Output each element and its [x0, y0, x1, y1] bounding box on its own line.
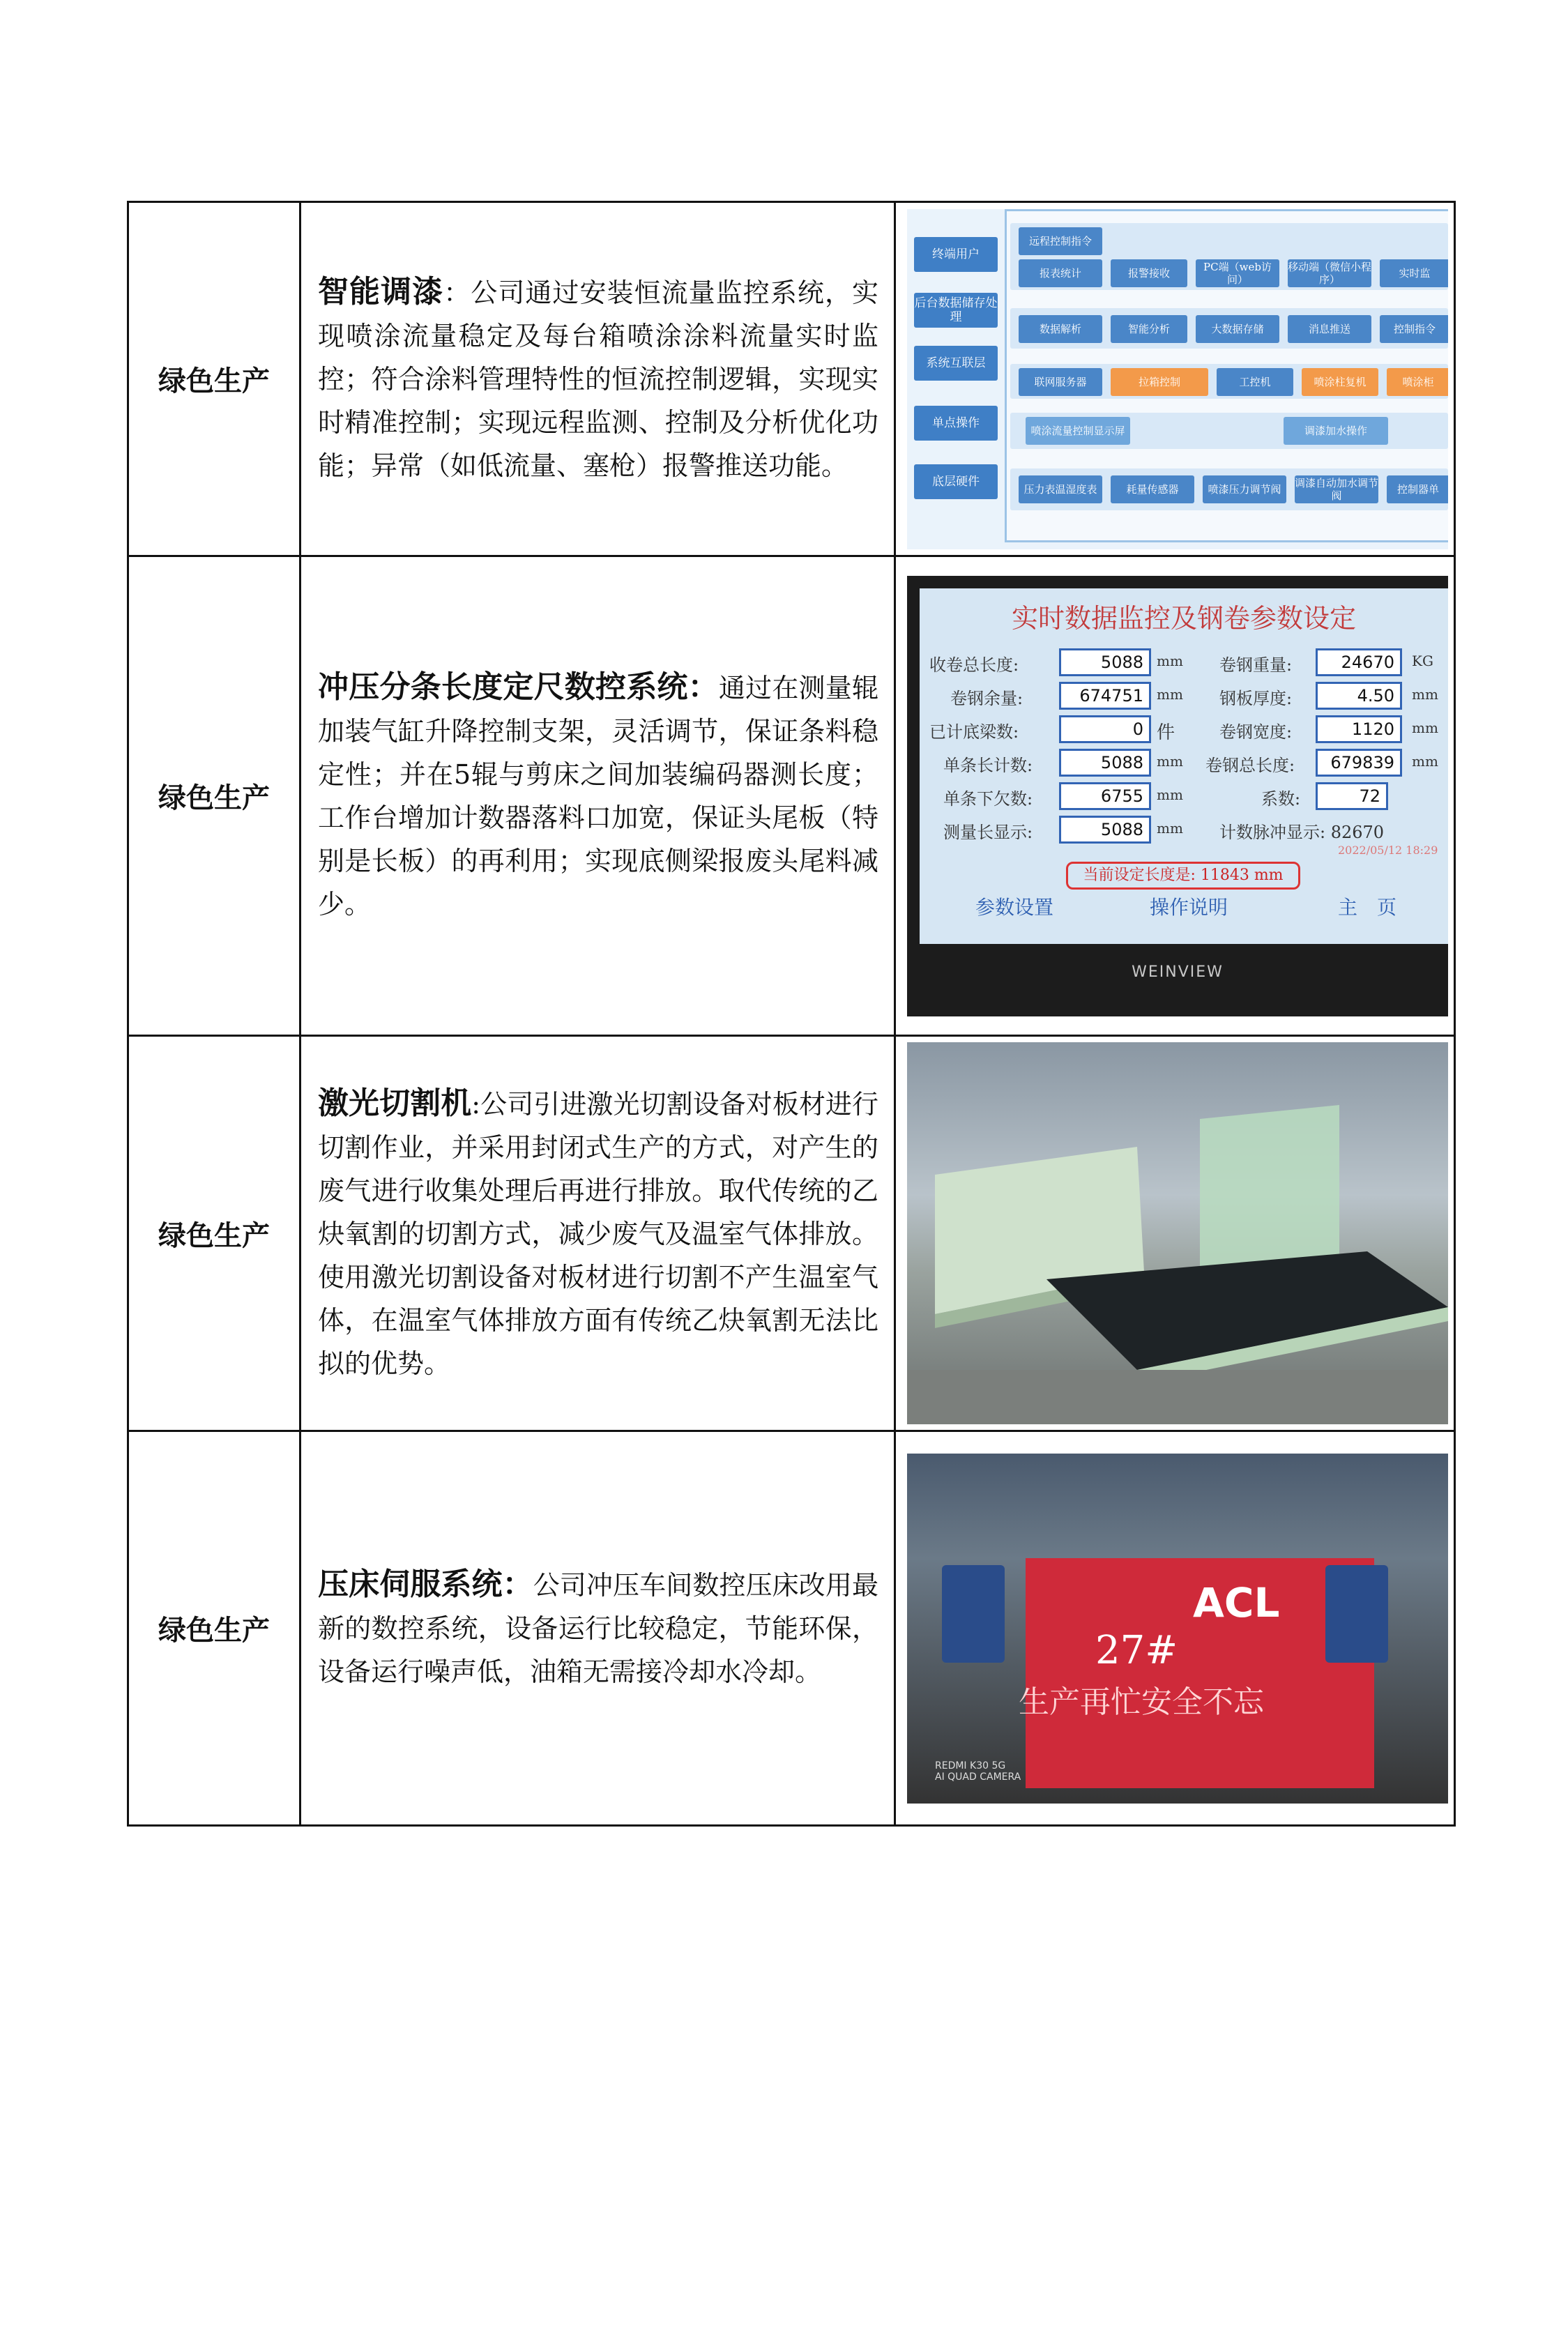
image-cell	[895, 1036, 1455, 1431]
table-row	[128, 1036, 1455, 1431]
level-label: 单点操作	[914, 406, 998, 441]
table-row	[128, 556, 1455, 1036]
table-row	[128, 1431, 1455, 1826]
diagram-box: 实时监	[1380, 259, 1448, 287]
hmi-label: 卷钢余量:	[950, 688, 1023, 708]
hmi-label: 钢板厚度:	[1219, 688, 1293, 708]
diagram-box: 喷涂流量控制显示屏	[1026, 417, 1130, 445]
image-cell	[895, 1431, 1455, 1826]
level-label: 底层硬件	[914, 464, 998, 499]
diagram-box: PC端（web访问）	[1196, 259, 1279, 287]
hmi-label: 卷钢宽度:	[1219, 722, 1293, 742]
level-label: 后台数据储存处理	[914, 293, 998, 328]
hmi-value: 0	[1059, 715, 1151, 743]
diagram-box: 工控机	[1217, 368, 1293, 396]
hmi-value: 674751	[1059, 682, 1151, 710]
hmi-label: 系数:	[1261, 788, 1301, 809]
instructions-button[interactable]: 操作说明	[1150, 895, 1228, 919]
hmi-pulse: 计数脉冲显示: 82670	[1219, 822, 1385, 842]
hmi-title: 实时数据监控及钢卷参数设定	[1011, 602, 1356, 634]
hmi-label: 单条下欠数:	[943, 788, 1033, 809]
hmi-value: 4.50	[1316, 682, 1402, 710]
diagram-box: 耗量传感器	[1111, 475, 1194, 503]
level-label: 终端用户	[914, 237, 998, 272]
diagram-box: 智能分析	[1111, 315, 1187, 343]
diagram-box: 调漆加水操作	[1284, 417, 1388, 445]
hmi-unit: mm	[1157, 786, 1183, 803]
hmi-value: 24670	[1316, 648, 1402, 676]
category-cell: 绿色生产	[128, 1036, 300, 1431]
hmi-value: 6755	[1059, 782, 1151, 810]
hmi-value: 5088	[1059, 816, 1151, 844]
item-body: ：公司通过安装恒流量监控系统，实现喷涂流量稳定及每台箱喷涂涂料流量实时监控；符合涂料管理特性的恒流控制逻辑，实现实时精准控制；实现远程监测、控制及分析优化功能；异常（如低流量、塞枪）报警推送功能。	[318, 277, 878, 481]
hmi-screen	[920, 588, 1448, 944]
hmi-label: 单条长计数:	[943, 755, 1033, 775]
hmi-photo	[907, 576, 1448, 1016]
press-slogan: 生产再忙安全不忘	[1019, 1684, 1264, 1720]
hmi-label: 测量长显示:	[943, 822, 1033, 842]
item-body: 公司冲压车间数控压床改用最新的数控系统，设备运行比较稳定，节能环保，设备运行噪声低，油箱无需接冷却水冷却。	[318, 1570, 878, 1687]
diagram-box: 数据解析	[1019, 315, 1102, 343]
table-row	[128, 202, 1455, 556]
hmi-value: 72	[1316, 782, 1388, 810]
diagram-box: 喷涂柱复机	[1302, 368, 1378, 396]
diagram-box: 控制器单	[1387, 475, 1448, 503]
hmi-label: 卷钢重量:	[1219, 655, 1293, 675]
diagram-box: 控制指令	[1380, 315, 1448, 343]
category-cell: 绿色生产	[128, 202, 300, 556]
item-body: :公司引进激光切割设备对板材进行切割作业，并采用封闭式生产的方式，对产生的废气进行收集处理后再进行排放。取代传统的乙炔氧割的切割方式，减少废气及温室气体排放。使用激光切割设备对板材进行切割不产生温室气体，在温室气体排放方面有传统乙炔氧割无法比拟的优势。	[318, 1088, 878, 1379]
laser-cutter-illustration	[907, 1042, 1448, 1424]
hmi-value: 5088	[1059, 648, 1151, 676]
diagram-box: 喷涂柜	[1387, 368, 1448, 396]
diagram-box: 大数据存储	[1196, 315, 1279, 343]
description-cell	[300, 1431, 895, 1826]
hmi-set-length: 当前设定长度是: 11843 mm	[1066, 862, 1300, 890]
hmi-value: 1120	[1316, 715, 1402, 743]
category-cell: 绿色生产	[128, 556, 300, 1036]
param-settings-button[interactable]: 参数设置	[975, 895, 1054, 919]
item-title: 压床伺服系统：	[318, 1566, 533, 1602]
image-cell	[895, 202, 1455, 556]
diagram-box: 拉箱控制	[1111, 368, 1208, 396]
diagram-box: 调漆自动加水调节阀	[1295, 476, 1379, 502]
content-table	[127, 201, 1456, 1827]
home-button[interactable]: 主 页	[1338, 895, 1397, 919]
hmi-label: 卷钢总长度:	[1205, 755, 1295, 775]
diagram-box: 喷漆压力调节阀	[1203, 475, 1286, 503]
camera-watermark: REDMI K30 5G AI QUAD CAMERA	[935, 1760, 1021, 1783]
item-title: 智能调漆	[318, 274, 444, 310]
hmi-unit: mm	[1412, 752, 1438, 770]
hmi-value: 679839	[1316, 749, 1402, 777]
diagram-box: 远程控制指令	[1019, 227, 1102, 255]
description-cell	[300, 202, 895, 556]
diagram-box: 联网服务器	[1019, 368, 1102, 396]
diagram-box: 报表统计	[1019, 259, 1102, 287]
press-number: 27#	[1095, 1627, 1178, 1673]
item-body: 通过在测量辊加装气缸升降控制支架，灵活调节，保证条料稳定性；并在5辊与剪床之间加装编码器测长度；工作台增加计数器落料口加宽，保证头尾板（特别是长板）的再利用；实现底侧梁报废头尾料减少。	[318, 673, 878, 920]
hmi-unit: mm	[1157, 752, 1183, 770]
level-label: 系统互联层	[914, 346, 998, 381]
hmi-brand: WEINVIEW	[1132, 963, 1224, 981]
category-cell: 绿色生产	[128, 1431, 300, 1826]
hmi-unit: mm	[1157, 685, 1183, 703]
diagram-box: 消息推送	[1288, 315, 1371, 343]
diagram-box: 压力表温湿度表	[1019, 475, 1102, 503]
image-cell	[895, 556, 1455, 1036]
item-title: 冲压分条长度定尺数控系统：	[318, 669, 719, 705]
laser-cutter-photo	[907, 1042, 1448, 1424]
press-photo	[907, 1454, 1448, 1804]
system-diagram	[907, 209, 1448, 549]
hmi-unit: 件	[1157, 722, 1175, 743]
hmi-unit: mm	[1412, 719, 1438, 736]
hmi-label: 已计底梁数:	[929, 722, 1019, 742]
press-brand: ACL	[1193, 1578, 1280, 1626]
diagram-box: 报警接收	[1111, 259, 1187, 287]
hmi-timestamp: 2022/05/12 18:29	[1338, 843, 1438, 857]
hmi-unit: KG	[1412, 652, 1433, 669]
hmi-unit: mm	[1157, 652, 1183, 669]
hmi-unit: mm	[1157, 819, 1183, 837]
description-cell	[300, 1036, 895, 1431]
diagram-box: 移动端（微信小程序）	[1288, 260, 1372, 286]
hmi-label: 收卷总长度:	[929, 655, 1019, 675]
description-cell	[300, 556, 895, 1036]
item-title: 激光切割机	[318, 1085, 472, 1121]
hmi-value: 5088	[1059, 749, 1151, 777]
hmi-unit: mm	[1412, 685, 1438, 703]
